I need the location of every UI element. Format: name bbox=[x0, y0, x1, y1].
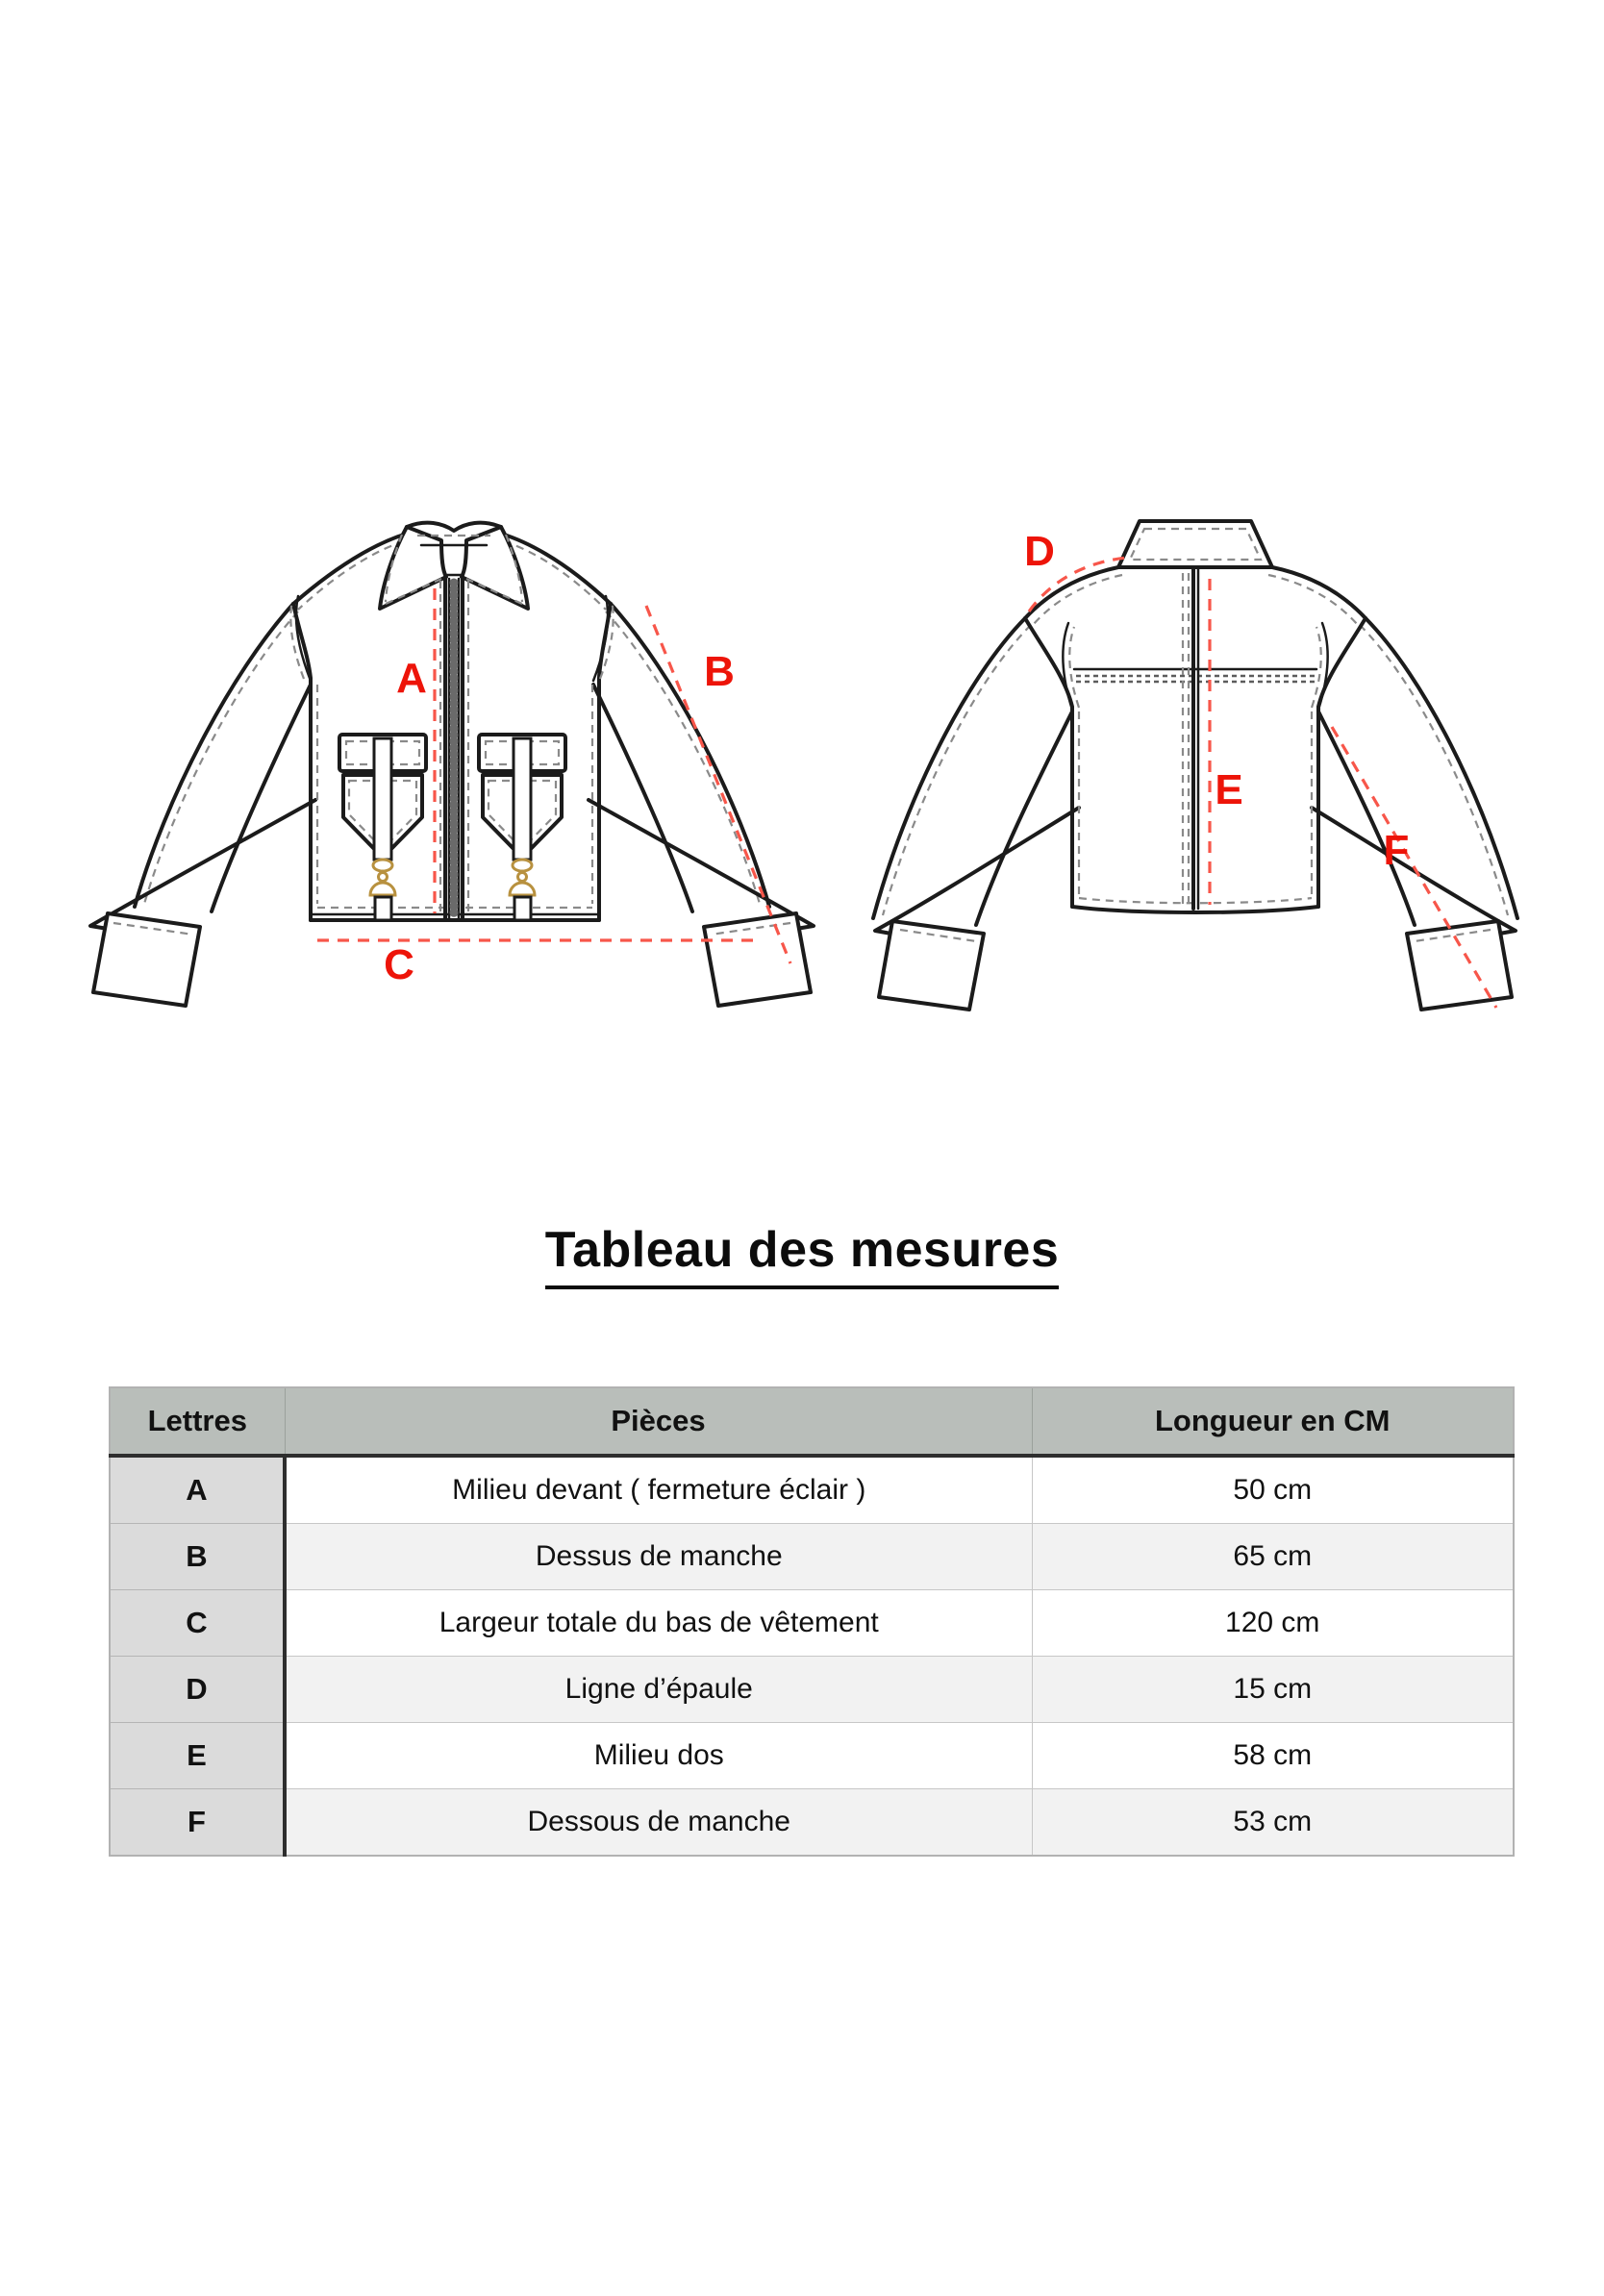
measure-label-B: B bbox=[704, 648, 735, 695]
cell-length: 120 cm bbox=[1032, 1590, 1514, 1657]
page-title: Tableau des mesures bbox=[545, 1221, 1060, 1289]
table-row bbox=[110, 1456, 1514, 1524]
back-collar bbox=[1118, 521, 1272, 567]
front-left-sleeve bbox=[90, 604, 315, 1006]
measure-label-F: F bbox=[1383, 827, 1410, 874]
cell-letter: A bbox=[110, 1456, 285, 1524]
cell-piece: Dessous de manche bbox=[285, 1789, 1032, 1857]
cell-piece: Ligne d’épaule bbox=[285, 1657, 1032, 1723]
cell-length: 50 cm bbox=[1032, 1456, 1514, 1524]
col-header-pieces: Pièces bbox=[285, 1387, 1032, 1456]
cell-length: 65 cm bbox=[1032, 1524, 1514, 1590]
cell-letter: B bbox=[110, 1524, 285, 1590]
table-row bbox=[110, 1723, 1514, 1789]
cell-piece: Largeur totale du bas de vêtement bbox=[285, 1590, 1032, 1657]
back-view-drawing bbox=[846, 481, 1604, 1019]
cell-length: 15 cm bbox=[1032, 1657, 1514, 1723]
front-view-drawing bbox=[58, 481, 856, 1019]
cell-length: 53 cm bbox=[1032, 1789, 1514, 1857]
front-zipper bbox=[440, 575, 468, 920]
table-row bbox=[110, 1789, 1514, 1857]
cell-letter: F bbox=[110, 1789, 285, 1857]
table-row bbox=[110, 1590, 1514, 1657]
cell-piece: Milieu dos bbox=[285, 1723, 1032, 1789]
back-center-seam bbox=[1183, 569, 1198, 909]
cell-letter: C bbox=[110, 1590, 285, 1657]
cell-piece: Dessus de manche bbox=[285, 1524, 1032, 1590]
measure-label-C: C bbox=[384, 941, 414, 988]
measurements-table bbox=[109, 1386, 1515, 1857]
cell-letter: E bbox=[110, 1723, 285, 1789]
table-header-row bbox=[110, 1387, 1514, 1456]
measure-label-D: D bbox=[1024, 528, 1055, 575]
front-pocket-right bbox=[479, 735, 565, 920]
title-section bbox=[0, 1221, 1604, 1289]
cell-letter: D bbox=[110, 1657, 285, 1723]
back-right-sleeve bbox=[1312, 618, 1517, 1010]
back-left-sleeve bbox=[873, 618, 1079, 1010]
jacket-diagrams bbox=[0, 481, 1604, 1038]
cell-piece: Milieu devant ( fermeture éclair ) bbox=[285, 1456, 1032, 1524]
table-row bbox=[110, 1524, 1514, 1590]
measure-label-A: A bbox=[396, 655, 427, 702]
measure-label-E: E bbox=[1215, 766, 1243, 813]
col-header-length: Longueur en CM bbox=[1032, 1387, 1514, 1456]
cell-length: 58 cm bbox=[1032, 1723, 1514, 1789]
front-pocket-left bbox=[339, 735, 426, 920]
table-row bbox=[110, 1657, 1514, 1723]
front-right-sleeve bbox=[589, 604, 814, 1006]
col-header-letters: Lettres bbox=[110, 1387, 285, 1456]
